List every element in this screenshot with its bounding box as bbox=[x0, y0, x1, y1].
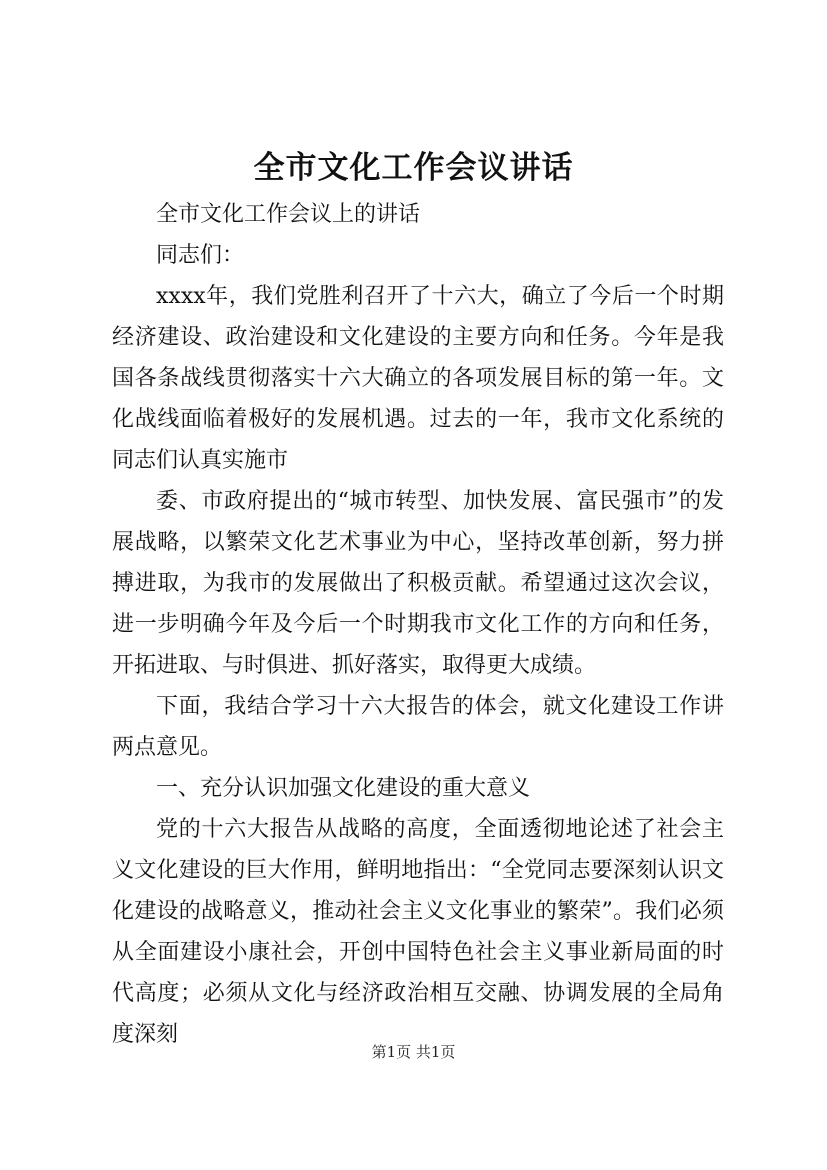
document-title: 全市文化工作会议讲话 bbox=[253, 150, 574, 186]
body-paragraph: 下面，我结合学习十六大报告的体会，就文化建设工作讲两点意见。 bbox=[112, 694, 724, 760]
body-paragraph: 委、市政府提出的“城市转型、加快发展、富民强市”的发展战略，以繁荣文化艺术事业为中心，坚持改革创新，努力拼搏进取，为我市的发展做出了积极贡献。希望通过这次会议，进一步明确今年及今后一个时期我市文化工作的方向和任务，开拓进取、与时俱进、抓好落实，取得更大成绩。 bbox=[112, 489, 724, 678]
page-number-footer: 第1页 共1页 bbox=[371, 1043, 456, 1061]
document-body bbox=[112, 194, 724, 1055]
speech-subtitle: 全市文化工作会议上的讲话 bbox=[156, 202, 421, 227]
body-paragraph: 党的十六大报告从战略的高度，全面透彻地论述了社会主义文化建设的巨大作用，鲜明地指出：“全党同志要深刻认识文化建设的战略意义，推动社会主义文化事业的繁荣”。我们必须从全面建设小康社会，开创中国特色社会主义事业新局面的时代高度；必须从文化与经济政治相互交融、协调发展的全局角度深刻 bbox=[112, 817, 724, 1047]
salutation: 同志们： bbox=[156, 243, 245, 268]
body-paragraph: xxxx年，我们党胜利召开了十六大，确立了今后一个时期经济建设、政治建设和文化建设的主要方向和任务。今年是我国各条战线贯彻落实十六大确立的各项发展目标的第一年。文化战线面临着极好的发展机遇。过去的一年，我市文化系统的同志们认真实施市 bbox=[112, 284, 724, 473]
section-heading: 一、充分认识加强文化建设的重大意义 bbox=[156, 776, 531, 801]
